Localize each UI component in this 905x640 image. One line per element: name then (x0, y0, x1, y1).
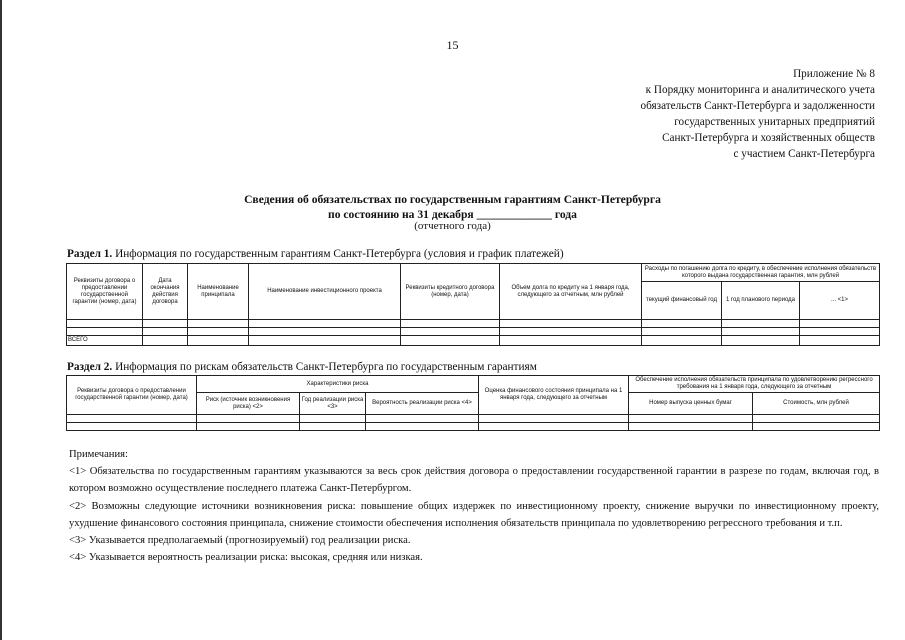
s2-subheader-securities-number: Номер выпуска ценных бумаг (629, 393, 753, 415)
page-number: 15 (446, 38, 459, 52)
s2-subheader-risk-probability: Вероятность реализации риска <4> (366, 393, 479, 415)
s1-header-guarantee-details: Реквизиты договора о предоставлении государственной гарантии (номер, дата) (67, 264, 143, 320)
s2-header-risk-characteristics: Характеристики риска (197, 376, 479, 393)
table-row (67, 423, 880, 431)
section2-table (66, 375, 880, 431)
s2-header-regress-security: Обеспечение исполнения обязательств принципала по удовлетворению регрессного требования на 1 января года, следующего за отчетным (629, 376, 880, 393)
section1-label: Раздел 1. (67, 248, 113, 260)
document-title (0, 192, 905, 222)
s1-subheader-more: ... <1> (800, 282, 880, 320)
appendix-line: с участием Санкт-Петербурга (733, 148, 875, 160)
section1-text: Информация по государственным гарантиям Санкт-Петербурга (условия и график платежей) (115, 248, 564, 260)
s1-subheader-current-year: текущий финансовый год (642, 282, 722, 320)
appendix-line: к Порядку мониторинга и аналитического учета (645, 84, 875, 96)
note-4: <4> Указывается вероятность реализации риска: высокая, средняя или низкая. (69, 552, 423, 564)
s1-header-principal: Наименование принципала (188, 264, 249, 320)
scan-left-edge (0, 0, 2, 640)
notes-heading: Примечания: (69, 449, 128, 460)
s1-subheader-plan-year: 1 год планового периода (722, 282, 800, 320)
appendix-line: государственных унитарных предприятий (674, 116, 875, 128)
notes-block (69, 446, 879, 566)
section1-table (66, 263, 880, 346)
note-2: <2> Возможны следующие источники возникновения риска: повышение общих издержек по инвестиционному проекту, снижение выручки по инвестиционному проекту, ухудшение финансового состояния принципала, снижение стоимости обеспечения исполнения обязательств принципала по удовлетворению регрессного требования и т.п. (69, 500, 879, 529)
appendix-line: обязательств Санкт-Петербурга и задолженности (640, 100, 875, 112)
section2-heading (67, 361, 537, 373)
title-line: Сведения об обязательствах по государственным гарантиям Санкт-Петербурга (244, 193, 661, 206)
s2-header-guarantee-details: Реквизиты договора о предоставлении государственной гарантии (номер, дата) (67, 376, 197, 415)
appendix-line: Санкт-Петербурга и хозяйственных обществ (662, 132, 875, 144)
table-row (67, 415, 880, 423)
s1-header-project: Наименование инвестиционного проекта (249, 264, 401, 320)
s1-total-label: ВСЕГО (67, 336, 143, 346)
title-reporting-year-note: (отчетного года) (414, 220, 491, 232)
s2-subheader-risk-year: Год реализации риска <3> (300, 393, 366, 415)
table-row (67, 320, 880, 328)
section2-text: Информация по рискам обязательств Санкт-Петербурга по государственным гарантиям (115, 361, 537, 373)
s1-header-repayment-costs: Расходы по погашению долга по кредиту, в обеспечение исполнения обязательств которого выдана государственная гарантия, млн рублей (642, 264, 880, 282)
s2-subheader-risk-source: Риск (источник возникновения риска) <2> (197, 393, 300, 415)
s1-header-credit-agreement: Реквизиты кредитного договора (номер, дата) (401, 264, 500, 320)
s2-subheader-value: Стоимость, млн рублей (753, 393, 880, 415)
s1-header-debt-volume: Объем долга по кредиту на 1 января года, следующего за отчетным, млн рублей (500, 264, 642, 320)
section2-label: Раздел 2. (67, 361, 113, 373)
note-1: <1> Обязательства по государственным гарантиям указываются за весь срок действия договора о предоставлении государственной гарантии в разрезе по годам, включая год, в котором возможно осуществление последнего платежа Санкт-Петербургом. (69, 466, 879, 495)
appendix-block (641, 66, 875, 162)
s2-header-financial-assessment: Оценка финансового состояния принципала на 1 января года, следующего за отчетным (479, 376, 629, 415)
section1-heading (67, 248, 564, 260)
s1-header-end-date: Дата окончания действия договора (143, 264, 188, 320)
table-row (67, 336, 880, 346)
appendix-line: Приложение № 8 (793, 68, 875, 80)
title-line: по состоянию на 31 декабря _____________ года (328, 208, 577, 221)
note-3: <3> Указывается предполагаемый (прогнозируемый) год реализации риска. (69, 535, 411, 547)
table-row (67, 328, 880, 336)
